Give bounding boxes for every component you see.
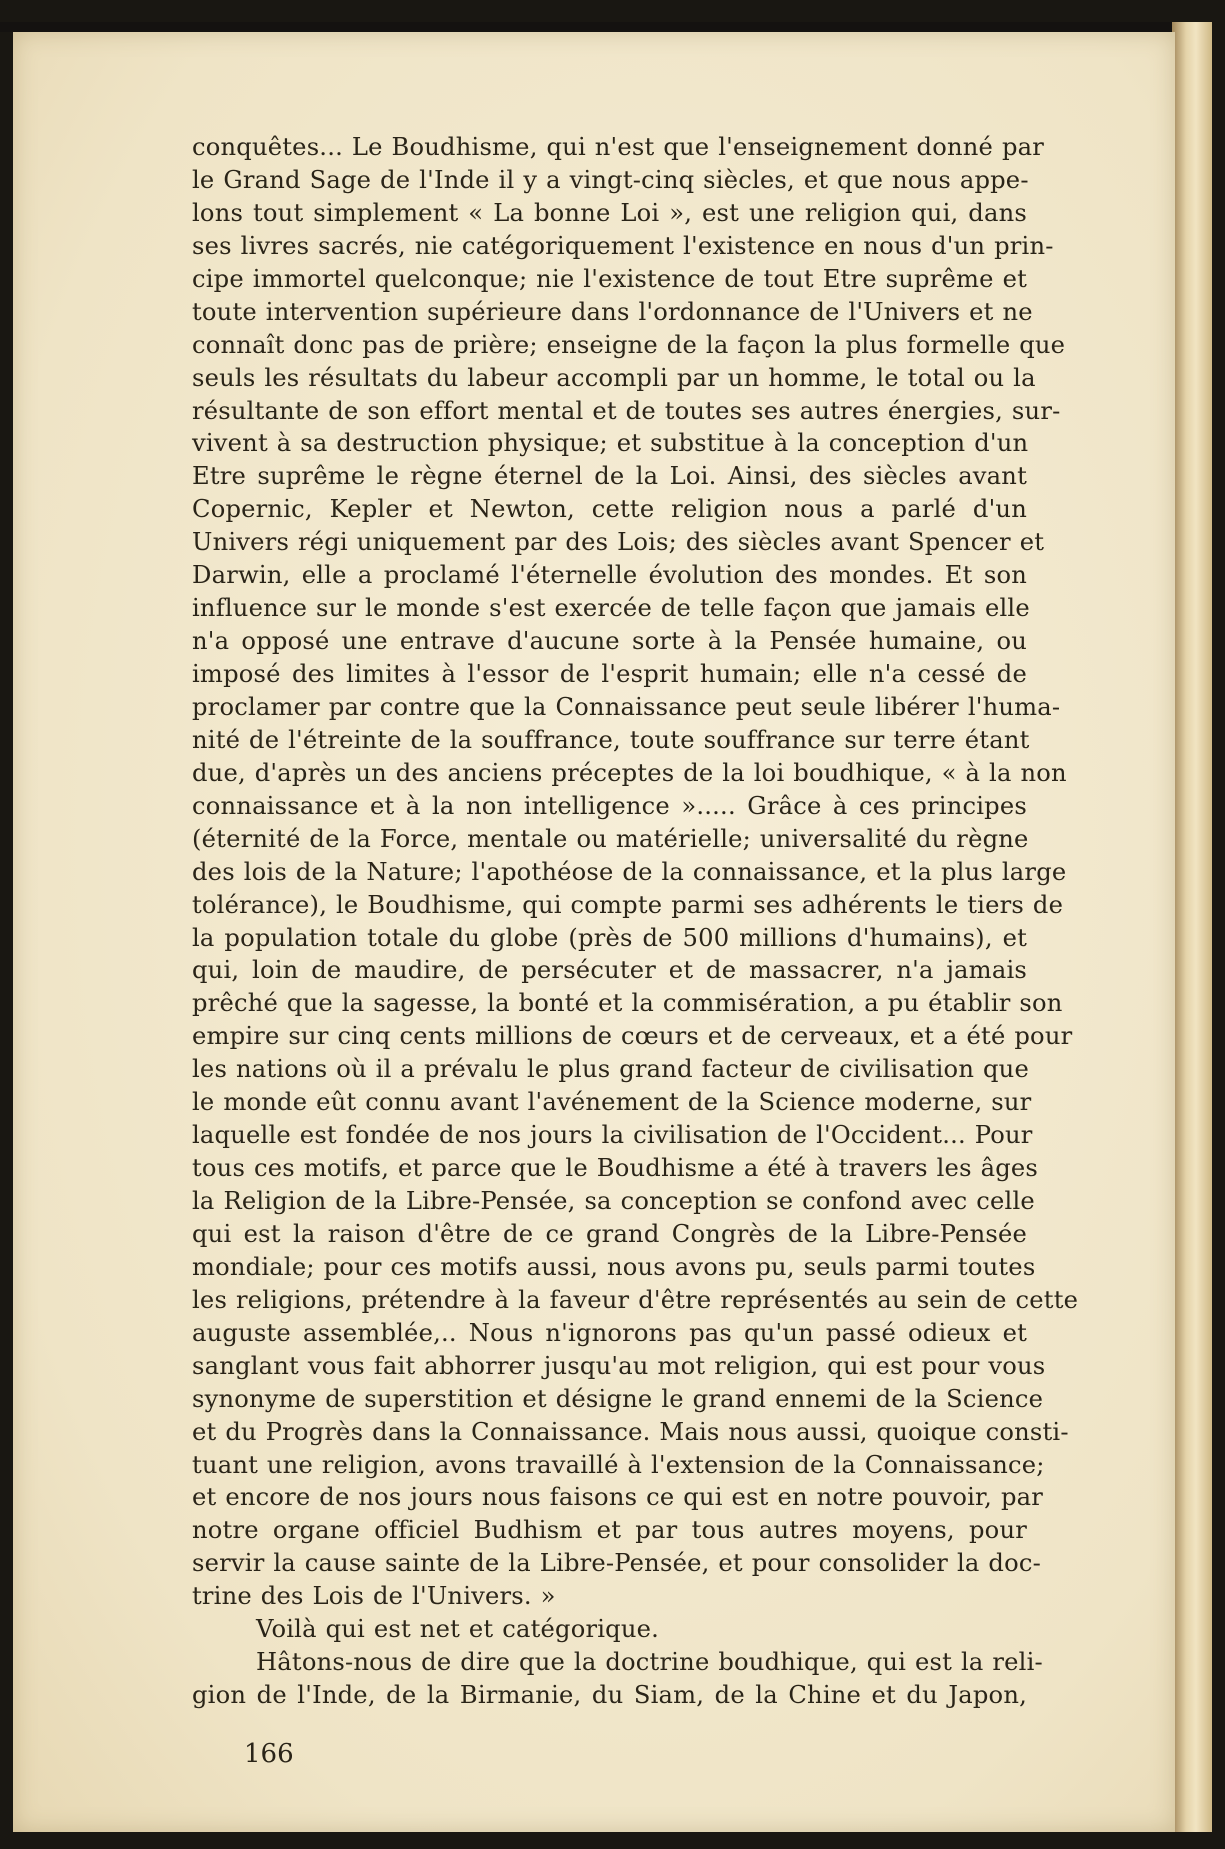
text-line: tolérance), le Boudhisme, qui compte parmi ses adhérents le tiers de xyxy=(192,890,1064,919)
text-line: laquelle est fondée de nos jours la civilisation de l'Occident... Pour xyxy=(192,1121,1033,1150)
text-line: proclamer par contre que la Connaissance peut seule libérer l'huma- xyxy=(192,692,1061,721)
text-line: seuls les résultats du labeur accompli par un homme, le total ou la xyxy=(192,363,1036,392)
text-line: sanglant vous fait abhorrer jusqu'au mot religion, qui est pour vous xyxy=(192,1351,1046,1380)
text-line: gion de l'Inde, de la Birmanie, du Siam, de la Chine et du Japon, xyxy=(192,1681,1027,1710)
text-line: influence sur le monde s'est exercée de telle façon que jamais elle xyxy=(192,594,1030,623)
text-line: auguste assemblée,.. Nous n'ignorons pas qu'un passé odieux et xyxy=(192,1318,1027,1347)
text-line: cipe immortel quelconque; nie l'existence de tout Etre suprême et xyxy=(192,264,1027,293)
text-line: Darwin, elle a proclamé l'éternelle évolution des mondes. Et son xyxy=(192,561,1027,590)
text-line: prêché que la sagesse, la bonté et la commisération, a pu établir son xyxy=(192,989,1063,1018)
text-line: connaît donc pas de prière; enseigne de la façon la plus formelle que xyxy=(192,330,1066,359)
text-line: Copernic, Kepler et Newton, cette religion nous a parlé d'un xyxy=(192,495,1027,524)
text-line: et encore de nos jours nous faisons ce qui est en notre pouvoir, par xyxy=(192,1483,1044,1512)
text-line: ses livres sacrés, nie catégoriquement l'existence en nous d'un prin- xyxy=(192,231,1054,260)
text-line: tous ces motifs, et parce que le Boudhisme a été à travers les âges xyxy=(192,1154,1038,1183)
text-line: synonyme de superstition et désigne le grand ennemi de la Science xyxy=(192,1384,1044,1413)
top-border xyxy=(0,22,1172,32)
text-line: et du Progrès dans la Connaissance. Mais nous aussi, quoique consti- xyxy=(192,1417,1069,1446)
body-text xyxy=(192,131,1079,1712)
text-line: notre organe officiel Budhism et par tous autres moyens, pour xyxy=(192,1516,1027,1545)
text-line: lons tout simplement « La bonne Loi », est une religion qui, dans xyxy=(192,198,1027,227)
text-line: Univers régi uniquement par des Lois; des siècles avant Spencer et xyxy=(192,528,1045,557)
text-line: la population totale du globe (près de 500 millions d'humains), et xyxy=(192,923,1027,952)
text-line: des lois de la Nature; l'apothéose de la connaissance, et la plus large xyxy=(192,857,1067,886)
text-line: qui, loin de maudire, de persécuter et de massacrer, n'a jamais xyxy=(192,956,1027,985)
text-line: vivent à sa destruction physique; et substitue à la conception d'un xyxy=(192,429,1029,458)
text-line: tuant une religion, avons travaillé à l'extension de la Connaissance; xyxy=(192,1450,1045,1479)
text-line: les nations où il a prévalu le plus grand facteur de civilisation que xyxy=(192,1055,1029,1084)
text-line: Hâtons-nous de dire que la doctrine boudhique, qui est la reli- xyxy=(256,1648,1043,1677)
text-line: imposé des limites à l'essor de l'esprit humain; elle n'a cessé de xyxy=(192,660,1027,688)
text-line: Etre suprême le règne éternel de la Loi. Ainsi, des siècles avant xyxy=(192,462,1027,491)
text-line: n'a opposé une entrave d'aucune sorte à la Pensée humaine, ou xyxy=(192,627,1027,656)
text-line: conquêtes... Le Boudhisme, qui n'est que l'enseignement donné par xyxy=(192,133,1045,161)
text-line: le monde eût connu avant l'avénement de la Science moderne, sur xyxy=(192,1088,1032,1117)
text-line: les religions, prétendre à la faveur d'être représentés au sein de cette xyxy=(192,1285,1079,1314)
text-line: mondiale; pour ces motifs aussi, nous avons pu, seuls parmi toutes xyxy=(192,1252,1036,1281)
text-line: empire sur cinq cents millions de cœurs et de cerveaux, et a été pour xyxy=(192,1022,1073,1051)
page-number: 166 xyxy=(244,1739,294,1769)
text-line: nité de l'étreinte de la souffrance, toute souffrance sur terre étant xyxy=(192,725,1030,754)
text-line: toute intervention supérieure dans l'ordonnance de l'Univers et ne xyxy=(192,297,1033,326)
text-line: le Grand Sage de l'Inde il y a vingt-cinq siècles, et que nous appe- xyxy=(192,165,1029,194)
text-line: résultante de son effort mental et de toutes ses autres énergies, sur- xyxy=(192,396,1061,425)
text-line: Voilà qui est net et catégorique. xyxy=(256,1615,660,1644)
text-line: due, d'après un des anciens préceptes de la loi boudhique, « à la non xyxy=(192,758,1067,787)
text-line: connaissance et à la non intelligence »..... Grâce à ces principes xyxy=(192,791,1027,820)
text-line: la Religion de la Libre-Pensée, sa conception se confond avec celle xyxy=(192,1187,1035,1215)
text-line: servir la cause sainte de la Libre-Pensée, et pour consolider la doc- xyxy=(192,1549,1041,1578)
text-line: trine des Lois de l'Univers. » xyxy=(192,1582,556,1611)
page-edge xyxy=(1172,22,1212,1832)
text-line: (éternité de la Force, mentale ou matérielle; universalité du règne xyxy=(192,824,1029,853)
text-line: qui est la raison d'être de ce grand Congrès de la Libre-Pensée xyxy=(192,1219,1027,1248)
